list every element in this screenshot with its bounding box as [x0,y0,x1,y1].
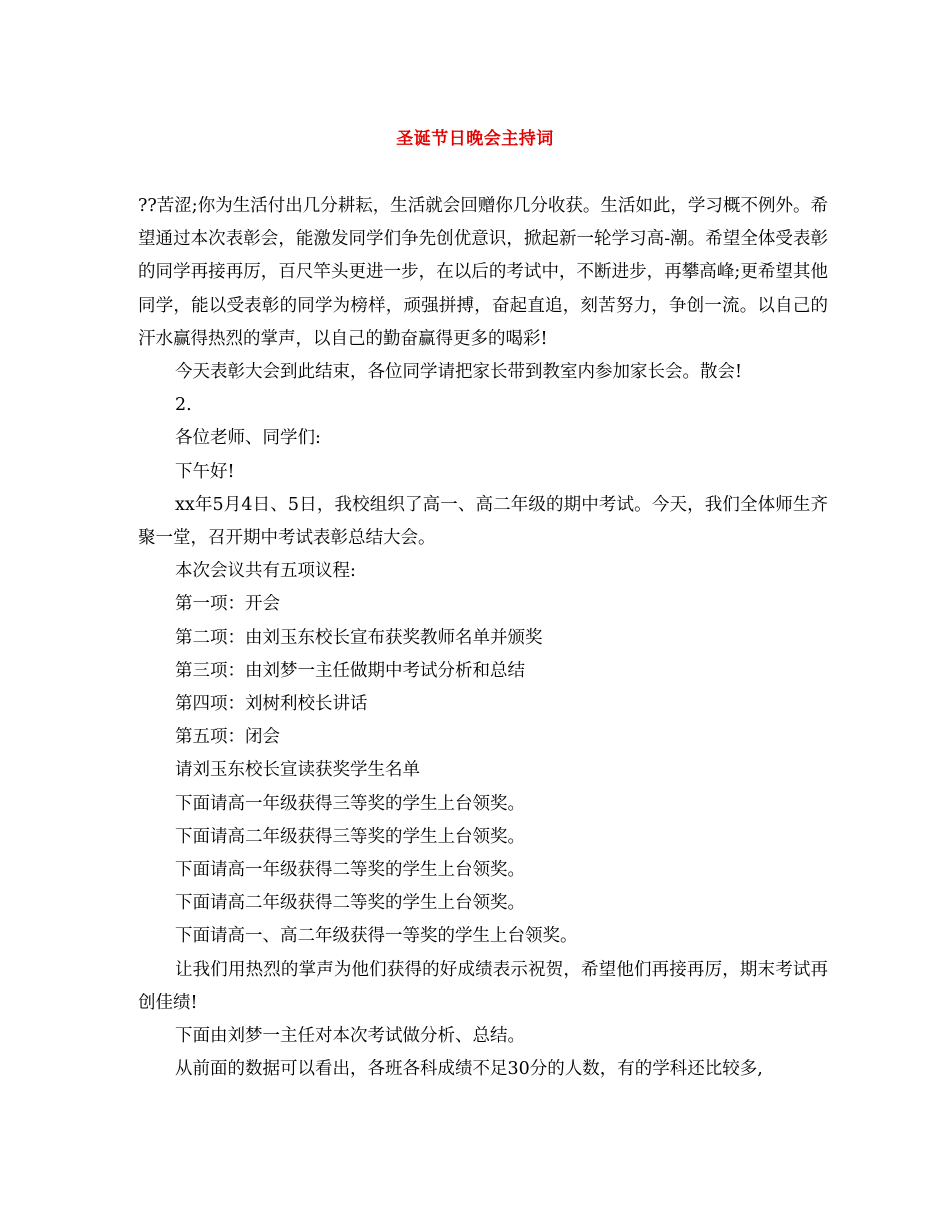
paragraph: 本次会议共有五项议程: [175,561,356,582]
paragraph: 下面请高二年级获得二等奖的学生上台领奖。 [175,893,525,914]
paragraph: 下面请高一年级获得三等奖的学生上台领奖。 [175,793,525,814]
paragraph: 今天表彰大会到此结束，各位同学请把家长带到教室内参加家长会。散会! [175,362,743,383]
paragraph: 让我们用热烈的掌声为他们获得的好成绩表示祝贺，希望他们再接再厉，期末考试再创佳绩! [138,959,828,1013]
document-body [138,190,828,1086]
paragraph: 下面请高二年级获得三等奖的学生上台领奖。 [175,826,525,847]
paragraph: 下午好! [175,461,235,482]
paragraph: 2. [175,395,192,416]
paragraph: 第二项：由刘玉东校长宣布获奖教师名单并颁奖 [175,627,543,648]
paragraph: 从前面的数据可以看出，各班各科成绩不足30分的人数，有的学科还比较多, [175,1059,763,1080]
paragraph: xx年5月4日、5日，我校组织了高一、高二年级的期中考试。今天，我们全体师生齐聚一堂，召开期中考试表彰总结大会。 [138,494,828,549]
paragraph: ??苦涩;你为生活付出几分耕耘，生活就会回赠你几分收获。生活如此，学习概不例外。希望通过本次表彰会，能激发同学们争先创优意识，掀起新一轮学习高-潮。希望全体受表彰的同学再接再厉，百尺竿头更进一步，在以后的考试中，不断进步，再攀高峰;更希望其他同学，能以受表彰的同学为榜样，顽强拼搏，奋起直追，刻苦努力，争创一流。以自己的汗水赢得热烈的掌声，以自己的勤奋赢得更多的喝彩! [138,196,828,349]
paragraph: 请刘玉东校长宣读获奖学生名单 [175,760,420,781]
paragraph: 下面请高一年级获得二等奖的学生上台领奖。 [175,860,525,881]
paragraph: 第三项：由刘梦一主任做期中考试分析和总结 [175,660,525,681]
paragraph: 各位老师、同学们: [175,428,321,449]
document-title: 圣诞节日晚会主持词 [396,129,554,149]
paragraph: 第四项：刘树利校长讲话 [175,694,368,715]
paragraph: 第五项：闭会 [175,727,280,748]
paragraph: 第一项：开会 [175,594,280,615]
paragraph: 下面由刘梦一主任对本次考试做分析、总结。 [175,1026,525,1047]
paragraph: 下面请高一、高二年级获得一等奖的学生上台领奖。 [175,926,578,947]
